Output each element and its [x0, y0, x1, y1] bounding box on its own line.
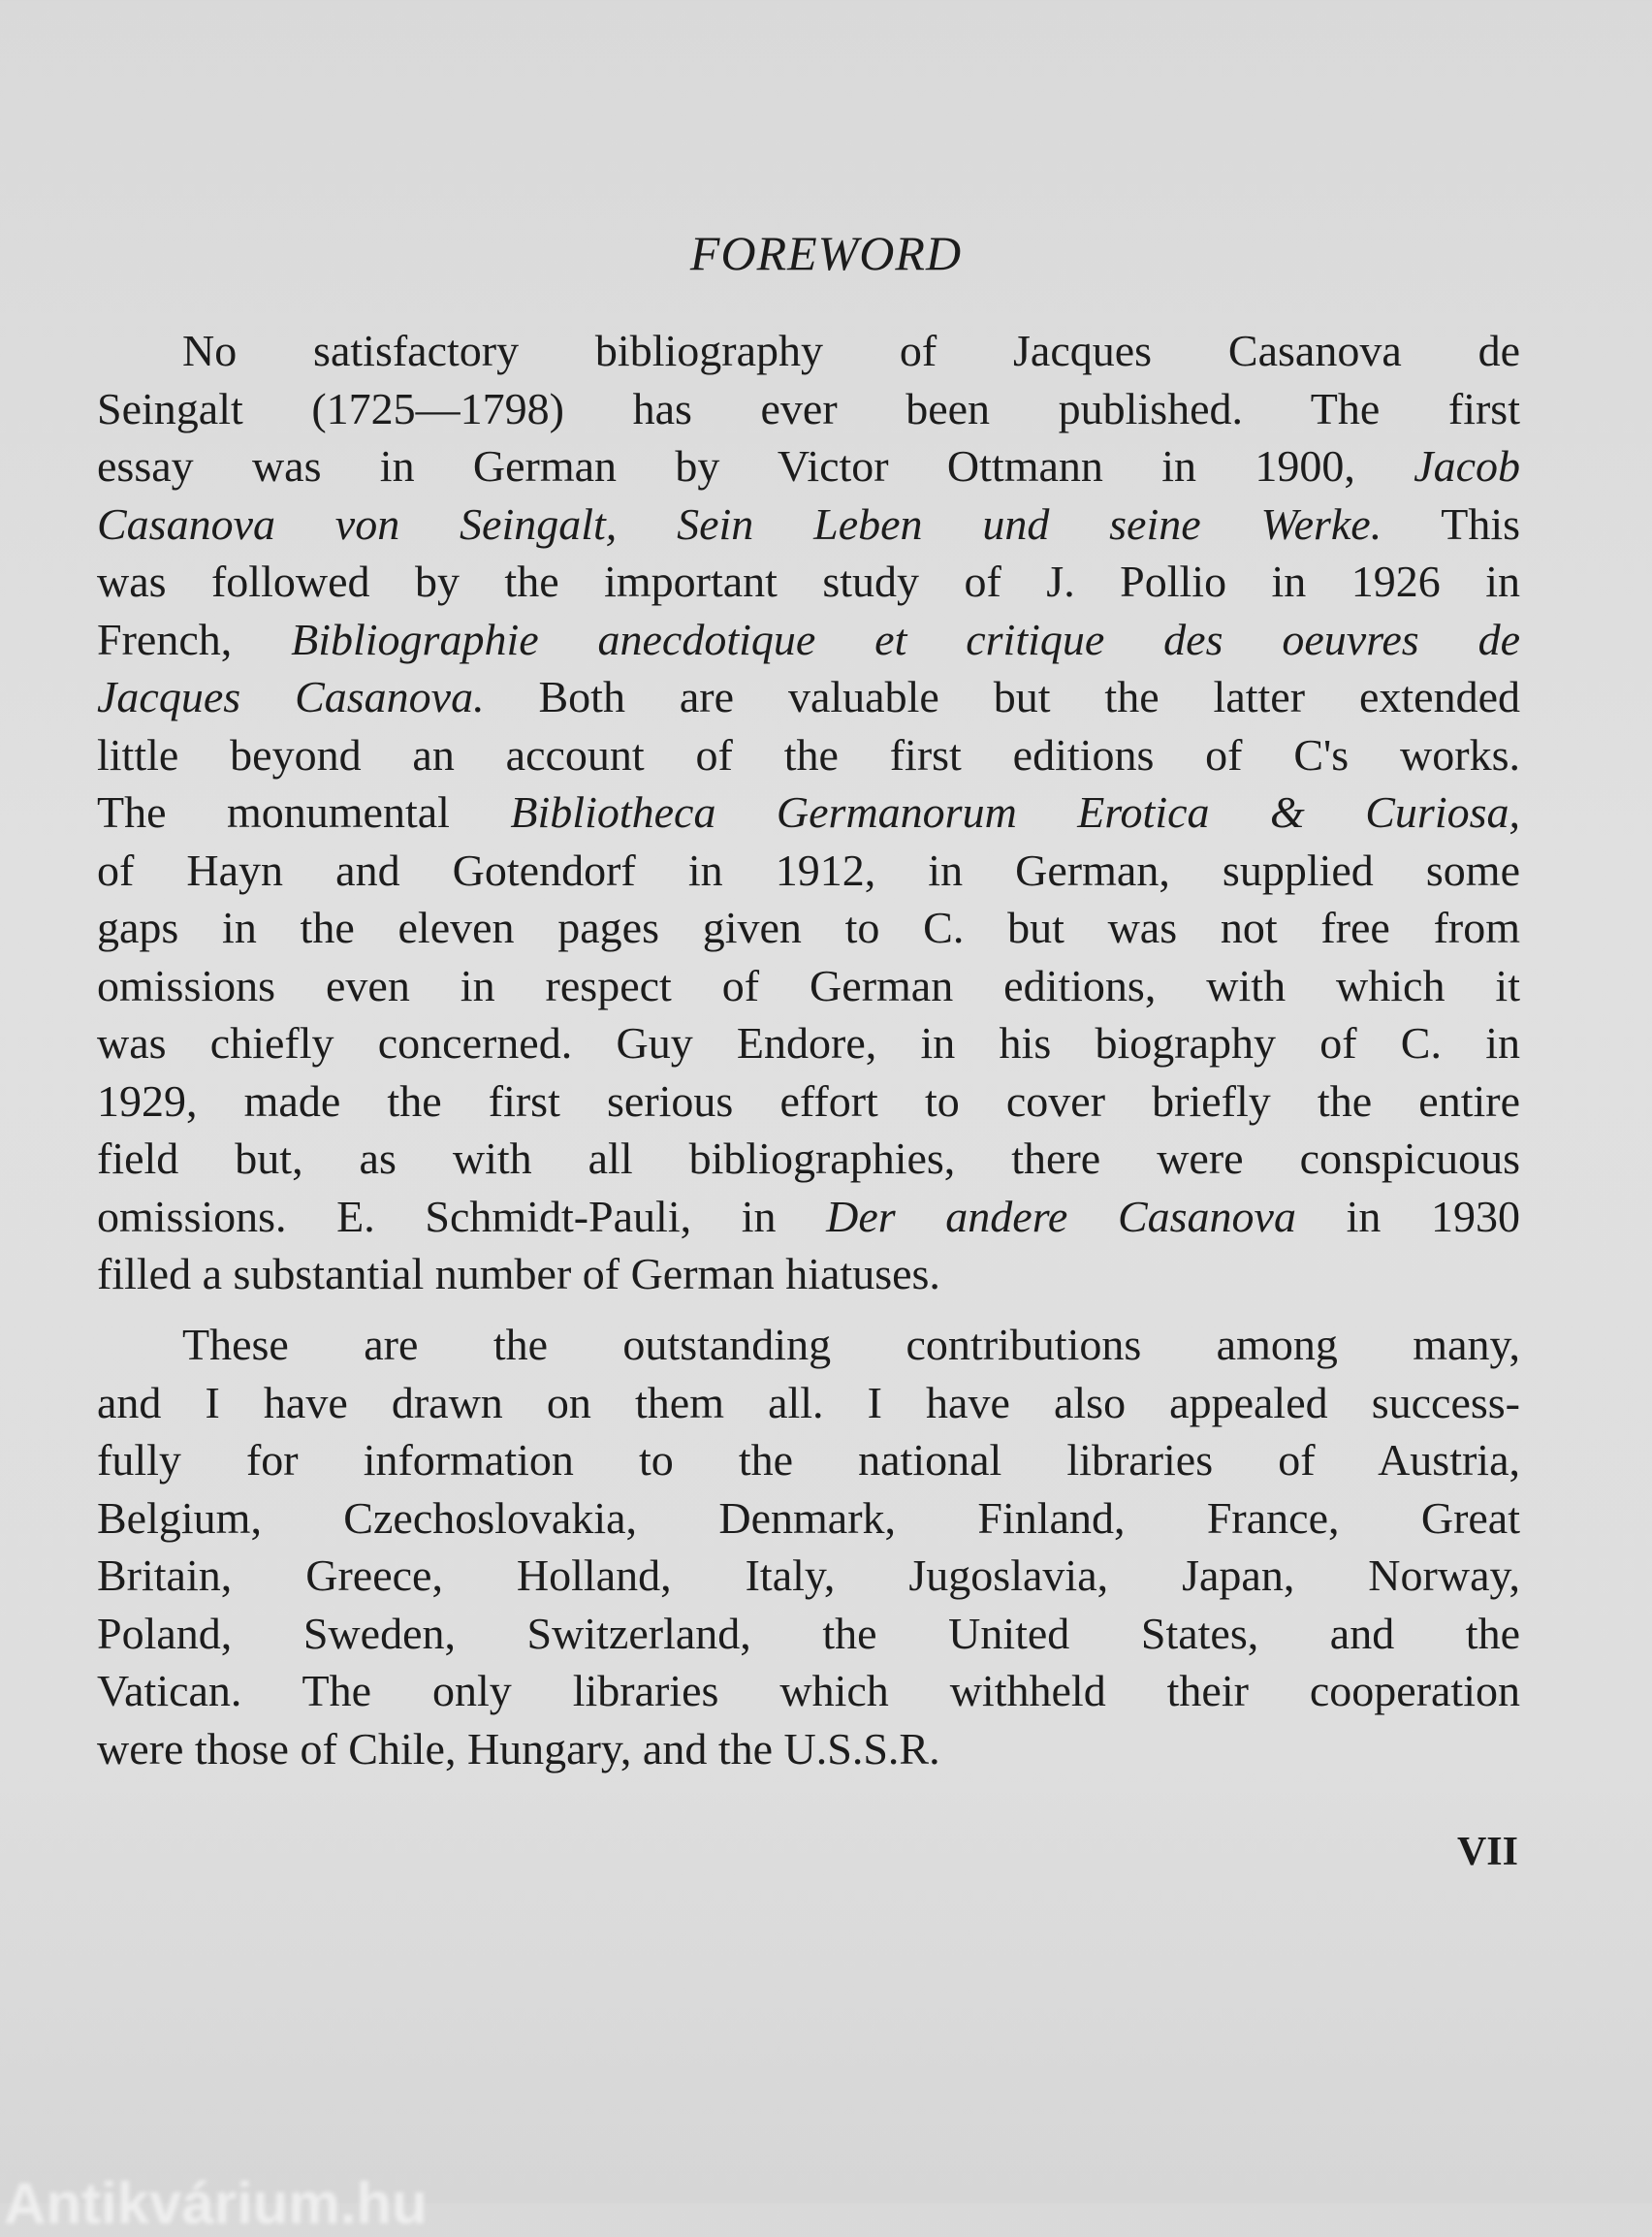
text-line	[97, 437, 1520, 495]
text-run: essay was in German by Victor Ottmann in 1900,	[97, 441, 1414, 491]
paragraph-2	[97, 1316, 1520, 1777]
text-line	[97, 1489, 1520, 1548]
text-run: gaps in the eleven pages given to C. but was not free from	[97, 903, 1520, 952]
text-run: Seingalt (1725—1798) has ever been published. The first	[97, 383, 1520, 433]
text-line	[97, 495, 1520, 554]
text-line	[97, 1547, 1520, 1605]
text-run: Poland, Sweden, Switzerland, the United States, and the	[97, 1608, 1520, 1658]
text-line	[97, 1316, 1520, 1374]
text-run: fully for information to the national libraries of Austria,	[97, 1435, 1520, 1485]
text-run: field but, as with all bibliographies, there were conspicuous	[97, 1134, 1520, 1183]
page-title: FOREWORD	[689, 226, 963, 280]
text-run: in 1930	[1295, 1191, 1520, 1241]
text-run: French,	[97, 614, 292, 664]
text-line	[97, 1431, 1520, 1489]
text-line	[97, 783, 1520, 842]
italic-title-text: Bibliographie anecdotique et critique des oeuvres de	[291, 614, 1520, 664]
text-run: of Hayn and Gotendorf in 1912, in German, supplied some	[97, 845, 1520, 895]
text-line	[97, 553, 1520, 611]
text-line	[97, 1374, 1520, 1432]
text-line	[97, 1720, 1520, 1778]
text-run: No satisfactory bibliography of Jacques Casanova de	[182, 326, 1520, 375]
text-run: Both are valuable but the latter extended	[484, 672, 1520, 721]
text-line	[97, 899, 1520, 957]
text-line	[97, 1188, 1520, 1246]
text-run: was followed by the important study of J. Pollio in 1926 in	[97, 557, 1520, 606]
text-run: filled a substantial number of German hiatuses.	[97, 1249, 940, 1298]
text-run: and I have drawn on them all. I have also appealed success-	[97, 1377, 1520, 1427]
text-run: The monumental	[97, 787, 511, 837]
text-run: was chiefly concerned. Guy Endore, in his biography of C. in	[97, 1018, 1520, 1068]
italic-title-text: Jacques Casanova.	[97, 672, 485, 721]
watermark: Antikvárium.hu	[4, 2171, 428, 2236]
text-line	[97, 726, 1520, 784]
text-line	[97, 1072, 1520, 1131]
text-line	[97, 380, 1520, 438]
italic-title-text: Der andere Casanova	[826, 1191, 1296, 1241]
text-line	[97, 842, 1520, 900]
text-run: These are the outstanding contributions among many,	[182, 1320, 1520, 1369]
text-run: Vatican. The only libraries which withheld their cooperation	[97, 1666, 1520, 1715]
paragraph-1	[97, 322, 1520, 1303]
text-run: little beyond an account of the first editions of C's works.	[97, 729, 1520, 780]
text-run: This	[1382, 498, 1520, 549]
text-run: 1929, made the first serious effort to cover briefly the entire	[97, 1075, 1520, 1126]
italic-title-text: Casanova von Seingalt, Sein Leben und seine Werke.	[97, 498, 1382, 549]
text-line	[97, 1245, 1520, 1303]
text-line	[97, 957, 1520, 1015]
text-run: omissions even in respect of German editions, with which it	[97, 960, 1520, 1010]
text-line	[97, 668, 1520, 726]
text-run: were those of Chile, Hungary, and the U.S.S.R.	[97, 1723, 940, 1774]
text-run: Belgium, Czechoslovakia, Denmark, Finland, France, Great	[97, 1492, 1520, 1543]
page-number: VII	[1456, 1830, 1518, 1874]
text-run: Britain, Greece, Holland, Italy, Jugoslavia, Japan, Norway,	[97, 1550, 1520, 1600]
text-line	[97, 1605, 1520, 1663]
italic-title-text: Bibliotheca Germanorum Erotica & Curiosa,	[510, 787, 1520, 837]
text-line	[97, 1130, 1520, 1188]
text-run: omissions. E. Schmidt-Pauli, in	[97, 1191, 827, 1241]
text-line	[97, 1014, 1520, 1072]
text-line	[97, 322, 1520, 380]
text-line	[97, 611, 1520, 669]
text-line	[97, 1662, 1520, 1720]
italic-title-text: Jacob	[1414, 441, 1520, 491]
